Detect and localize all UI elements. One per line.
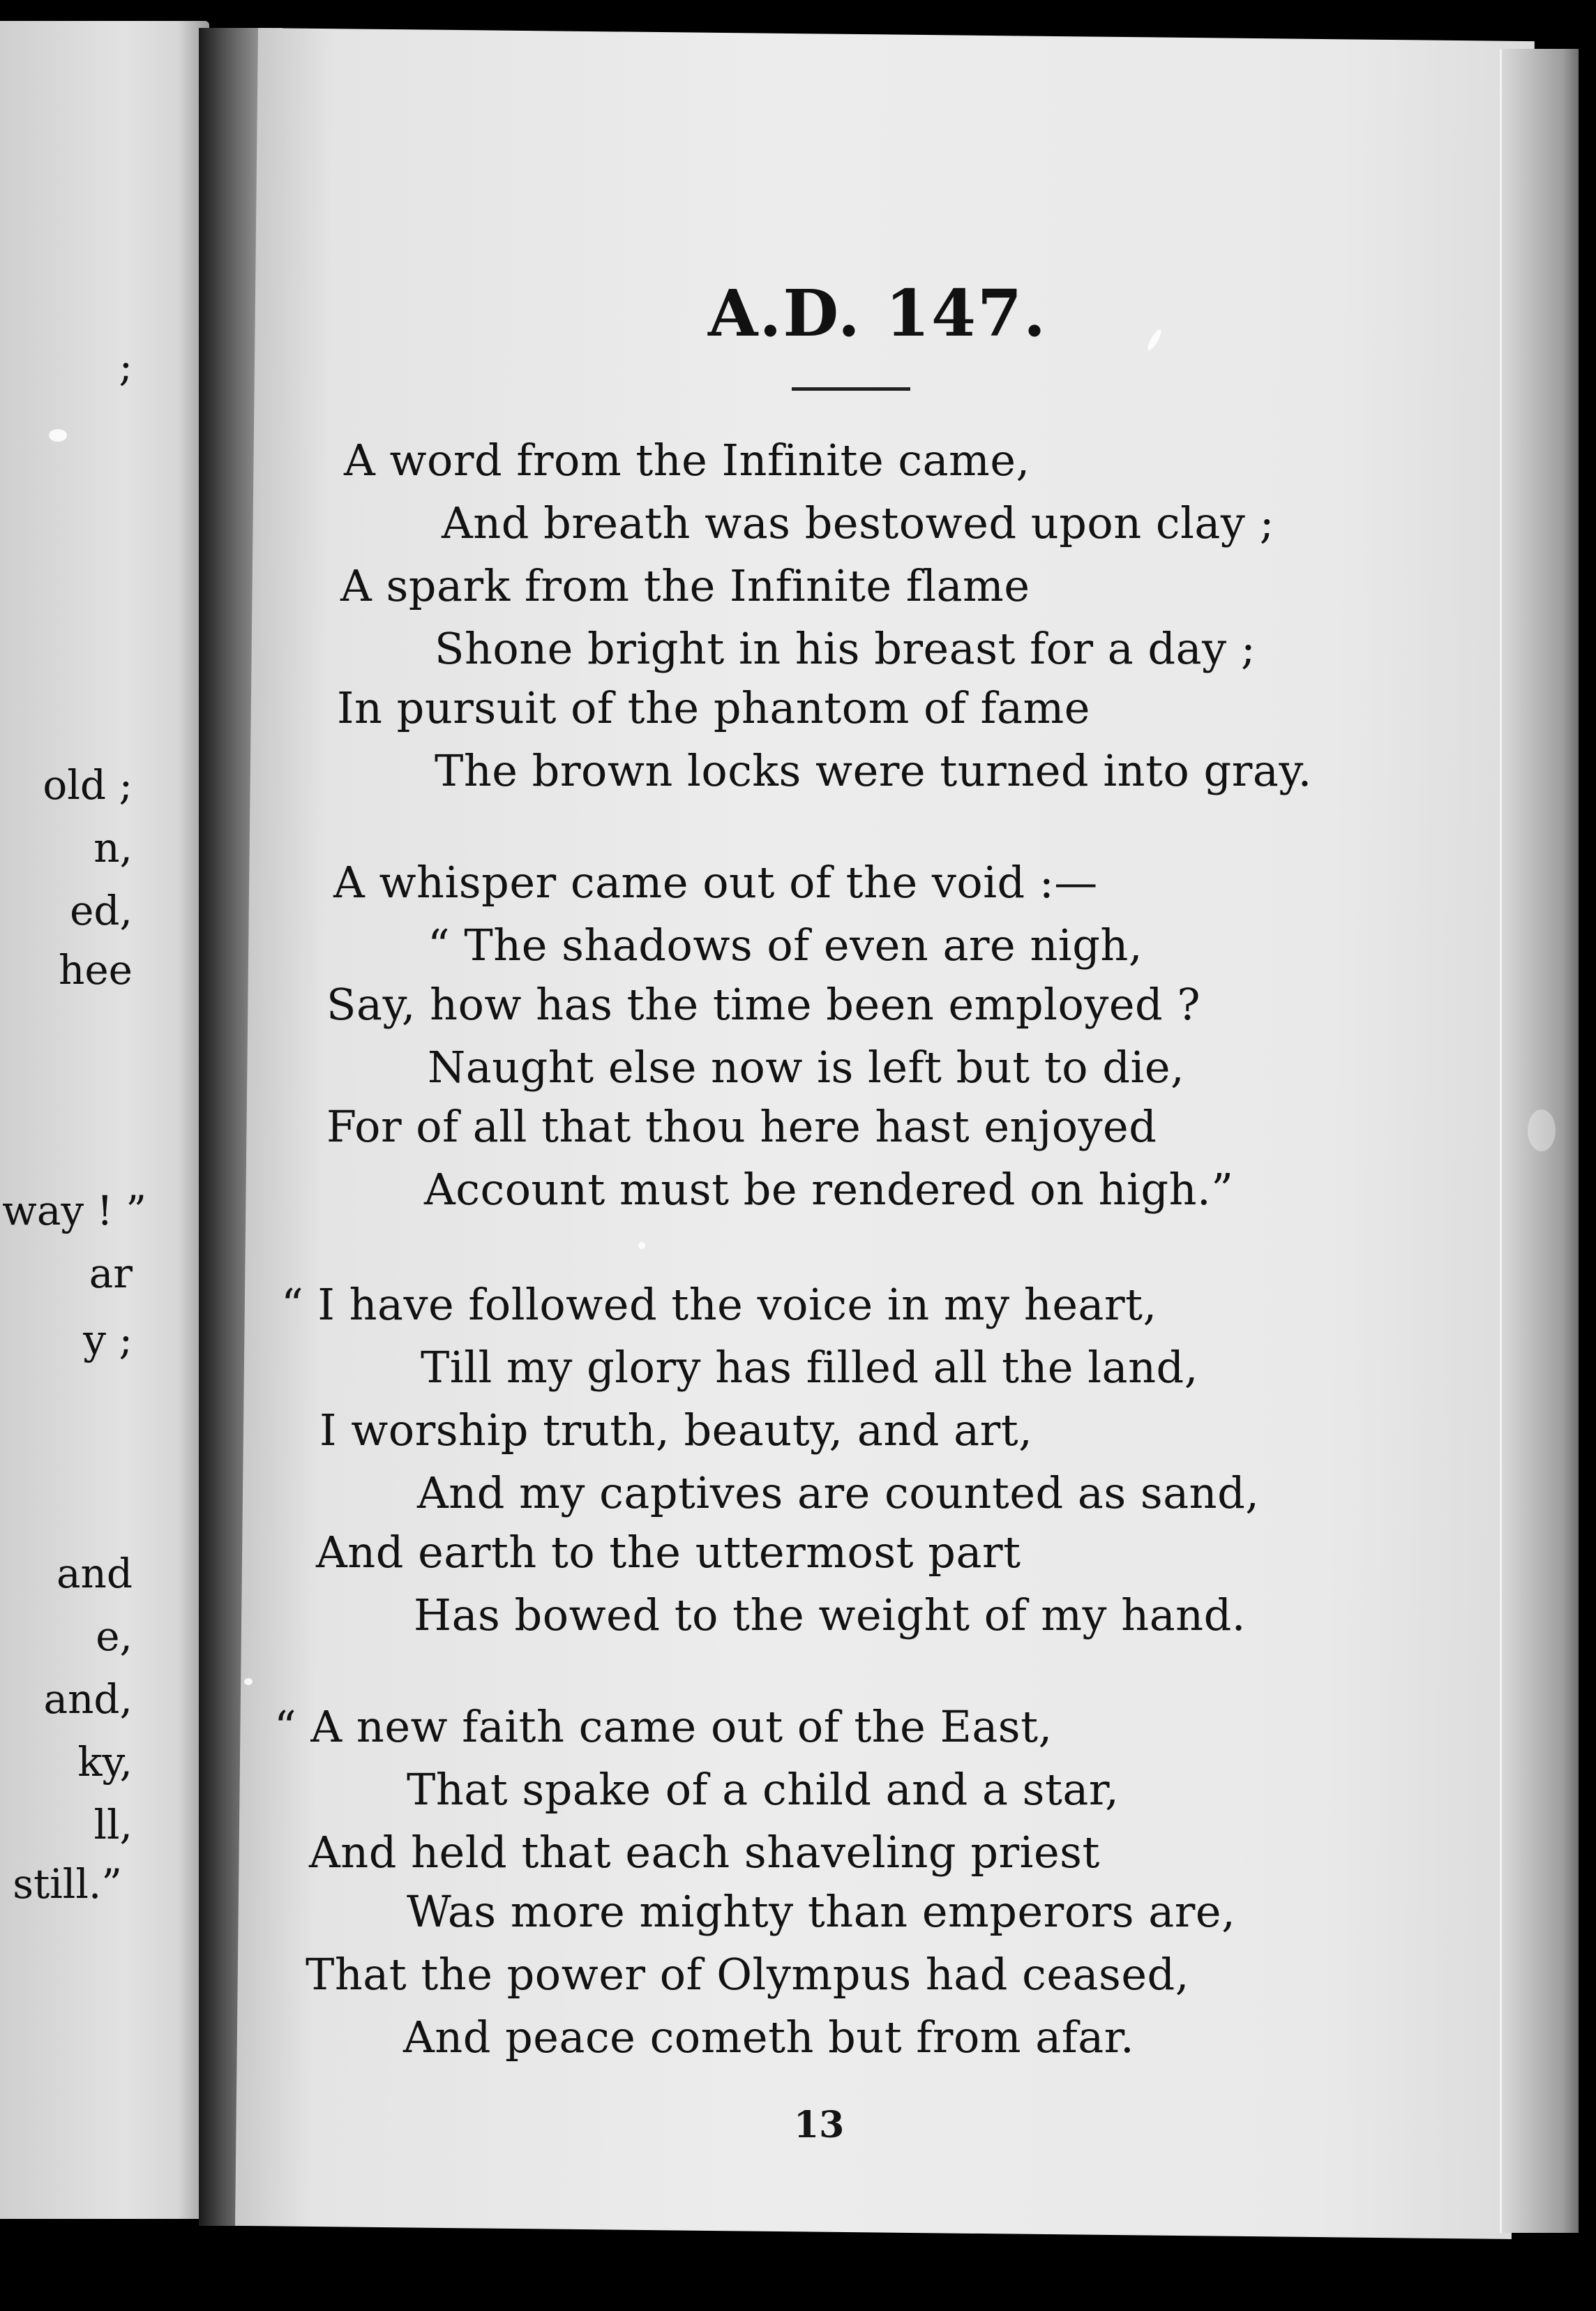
film-speck (49, 429, 67, 442)
poem-line: And breath was bestowed upon clay ; (442, 498, 1275, 548)
previous-page-fragment: ky, (77, 1738, 133, 1786)
poem-line: Naught else now is left but to die, (428, 1042, 1185, 1093)
poem-line: And held that each shaveling priest (309, 1827, 1100, 1878)
poem-line: That the power of Olympus had ceased, (306, 1949, 1189, 2000)
previous-page (0, 21, 209, 2219)
poem-line: Account must be rendered on high.” (424, 1164, 1234, 1215)
film-speck (1528, 1109, 1556, 1151)
poem-line: In pursuit of the phantom of fame (337, 682, 1090, 733)
film-speck (244, 1678, 253, 1685)
previous-page-fragment: ll, (93, 1801, 133, 1848)
previous-page-fragment: ar (89, 1250, 133, 1297)
poem-line: Has bowed to the weight of my hand. (414, 1590, 1246, 1640)
previous-page-fragment: old ; (43, 761, 133, 809)
previous-page-fragment: y ; (83, 1316, 133, 1363)
page-number: 13 (794, 2104, 845, 2146)
poem-line: The brown locks were turned into gray. (435, 745, 1312, 796)
poem-line: “ A new faith came out of the East, (274, 1701, 1053, 1752)
poem-line: Say, how has the time been employed ? (326, 979, 1201, 1030)
film-speck (638, 1242, 645, 1249)
previous-page-fragment: n, (93, 824, 133, 872)
poem-line: Was more mighty than emperors are, (407, 1886, 1236, 1937)
previous-page-fragment: hee (58, 946, 133, 994)
title-rule (792, 387, 910, 391)
poem-line: And earth to the uttermost part (316, 1527, 1021, 1578)
poem-line: “ The shadows of even are nigh, (428, 920, 1143, 971)
previous-page-fragment: way ! ” (2, 1187, 146, 1234)
poem-line: And peace cometh but from afar. (403, 2012, 1135, 2063)
previous-page-fragment: e, (96, 1613, 133, 1660)
previous-page-fragment: ed, (70, 887, 133, 934)
poem-title: A.D. 147. (708, 276, 1048, 351)
poem-line: I worship truth, beauty, and art, (319, 1405, 1033, 1456)
previous-page-fragment: ; (119, 343, 133, 390)
previous-page-fragment: and (56, 1550, 133, 1597)
poem-line: And my captives are counted as sand, (417, 1467, 1260, 1518)
poem-line: A word from the Infinite came, (344, 435, 1030, 486)
poem-line: That spake of a child and a star, (407, 1764, 1120, 1815)
poem-line: “ I have followed the voice in my heart, (281, 1279, 1157, 1330)
poem-line: Shone bright in his breast for a day ; (435, 623, 1256, 674)
poem-line: Till my glory has filled all the land, (421, 1342, 1198, 1393)
previous-page-fragment: still.” (13, 1860, 122, 1908)
poem-line: For of all that thou here hast enjoyed (326, 1101, 1157, 1152)
poem-line: A spark from the Infinite flame (340, 560, 1030, 611)
poem-line: A whisper came out of the void :— (333, 857, 1098, 908)
previous-page-fragment: and, (43, 1675, 133, 1723)
